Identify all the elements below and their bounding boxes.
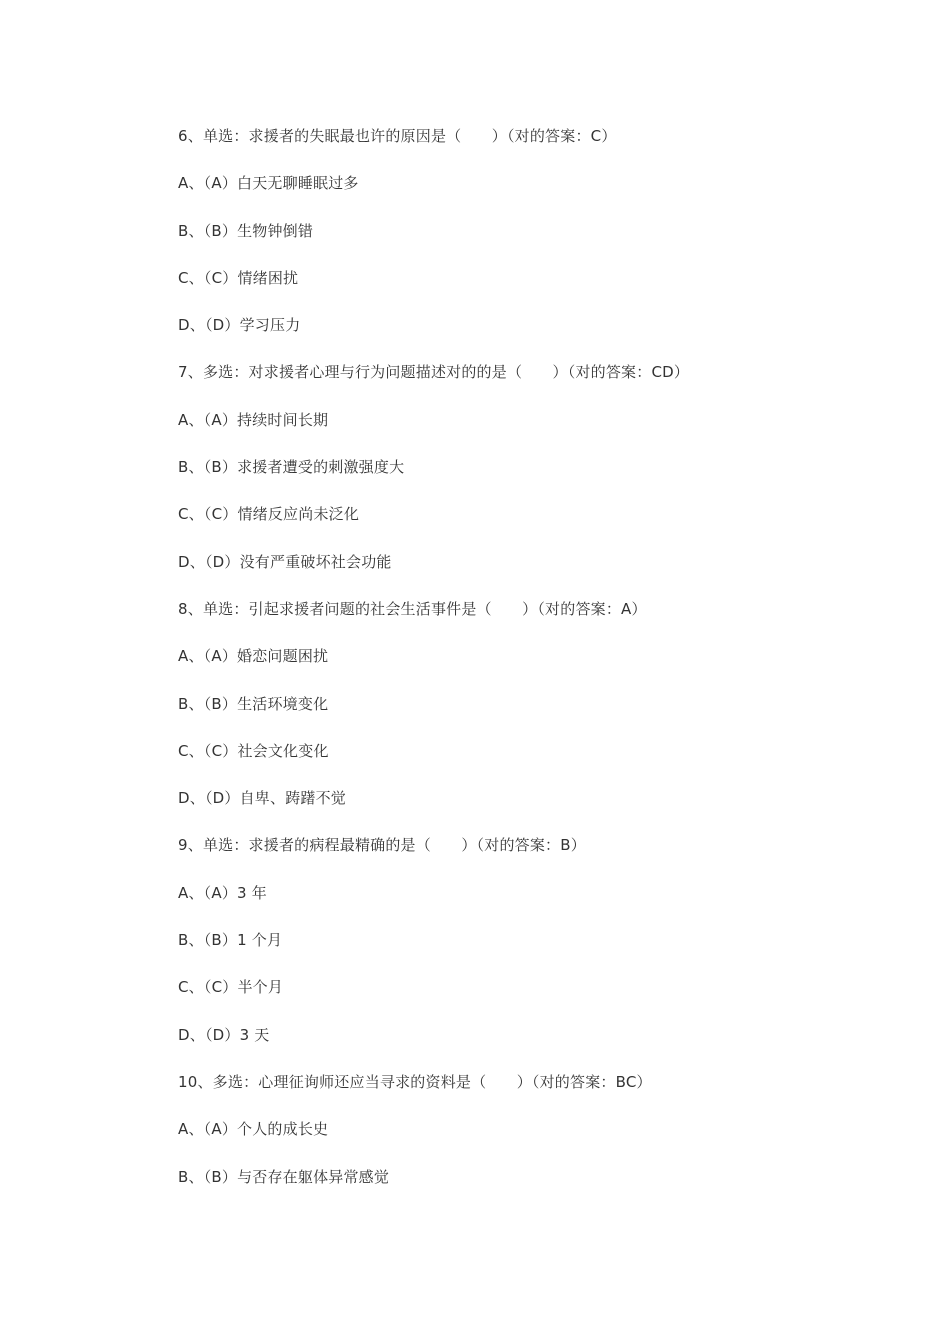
question-10: 10、多选：心理征询师还应当寻求的资料是（ ）（对的答案：BC） (178, 1072, 652, 1091)
question-10-option-b: B、（B）与否存在躯体异常感觉 (178, 1167, 390, 1186)
question-list (178, 124, 898, 1212)
question-8-option-c: C、（C）社会文化变化 (178, 741, 329, 760)
question-7-option-b: B、（B）求援者遭受的刺激强度大 (178, 458, 405, 477)
question-6-option-b: B、（B）生物钟倒错 (178, 221, 314, 240)
question-8: 8、单选：引起求援者问题的社会生活事件是（ ）（对的答案：A） (178, 599, 647, 618)
question-8-option-d: D、（D）自卑、踌躇不觉 (178, 789, 347, 808)
question-7-option-d: D、（D）没有严重破坏社会功能 (178, 552, 392, 571)
question-9: 9、单选：求援者的病程最精确的是（ ）（对的答案：B） (178, 836, 586, 855)
question-9-option-b: B、（B）1 个月 (178, 931, 283, 950)
question-6-option-a: A、（A）白天无聊睡眠过多 (178, 174, 359, 193)
question-9-option-d: D、（D）3 天 (178, 1025, 270, 1044)
question-6-option-d: D、（D）学习压力 (178, 316, 301, 335)
question-6: 6、单选：求援者的失眠最也许的原因是（ ）（对的答案：C） (178, 127, 617, 145)
question-7-option-a: A、（A）持续时间长期 (178, 410, 329, 429)
question-7-option-c: C、（C）情绪反应尚未泛化 (178, 505, 360, 524)
question-9-option-c: C、（C）半个月 (178, 978, 284, 997)
question-7: 7、多选：对求援者心理与行为问题描述对的的是（ ）（对的答案：CD） (178, 363, 690, 382)
question-8-option-a: A、（A）婚恋问题困扰 (178, 647, 329, 666)
question-8-option-b: B、（B）生活环境变化 (178, 694, 329, 713)
question-10-option-a: A、（A）个人的成长史 (178, 1120, 329, 1139)
question-6-option-c: C、（C）情绪困扰 (178, 268, 299, 287)
question-9-option-a: A、（A）3 年 (178, 883, 267, 902)
